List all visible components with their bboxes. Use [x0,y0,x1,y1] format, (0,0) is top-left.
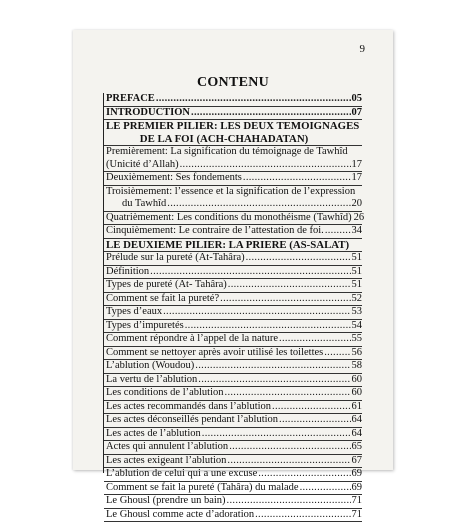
toc-entry-label: Comment se nettoyer après avoir utilisé les toilettes [106,347,323,360]
toc-list-pillar-2 [104,252,362,522]
dot-leader [180,159,351,172]
toc-entry-page: 61 [352,401,363,414]
toc-entry-page: 56 [352,347,363,360]
dot-leader [163,306,350,319]
toc-entry-page: 26 [354,212,365,225]
section-heading-pillar-1-line-1: LE PREMIER PILIER: LES DEUX TEMOIGNAGES [104,120,362,133]
toc-entry-page: 07 [352,107,363,120]
dot-leader [325,225,351,238]
toc-entry-page: 60 [352,374,363,387]
section-heading-pillar-1-line-2: DE LA FOI (ACH-CHAHADATAN) [104,133,362,147]
dot-leader [258,468,350,481]
toc-entry-label: Types de pureté (At- Tahâra) [106,279,227,292]
toc-entry [104,306,362,320]
dot-leader [195,360,350,373]
dot-leader [279,414,350,427]
toc-entry [104,279,362,293]
toc-entry-label: Actes qui annulent l’ablution [106,441,228,454]
toc-entry [104,333,362,347]
dot-leader [227,455,350,468]
toc-entry-label: Les actes déconseillés pendant l’ablution [106,414,278,427]
toc-entry-page: 05 [352,93,363,106]
dot-leader [220,293,350,306]
toc-entry [104,468,362,482]
toc-entry-page: 51 [352,279,363,292]
dot-leader [228,279,351,292]
toc-entry-introduction [104,107,362,121]
dot-leader [150,266,350,279]
dot-leader [300,482,351,495]
toc-entry-label: Les conditions de l’ablution [106,387,224,400]
toc-entry-label: Le Ghousl comme acte d’adoration [106,509,254,522]
toc-entry [104,347,362,361]
toc-entry-label: (Unicité d’Allah) [106,159,179,172]
dot-leader [198,374,350,387]
toc-entry [104,266,362,280]
toc-entry-label: Le Ghousl (prendre un bain) [106,495,226,508]
toc-entry-label: PREFACE [106,93,155,106]
toc-entry-label: Quatrièmement: Les conditions du monothéisme (Tawhîd) [106,212,352,225]
toc-entry [104,252,362,266]
toc-entry [104,293,362,307]
toc-entry-page: 34 [352,225,363,238]
toc-entry-label: Comment se fait la pureté? [106,293,219,306]
page-number: 9 [360,43,366,55]
toc-entry-page: 60 [352,387,363,400]
dot-leader [324,347,350,360]
toc-entry [104,225,362,239]
toc-entry [104,495,362,509]
toc-entry-label: Cinquièmement: Le contraire de l’attestation de foi. [106,225,324,238]
dot-leader [191,107,350,120]
toc-entry-page: 65 [352,441,363,454]
toc-entry-page: 71 [352,495,363,508]
toc-entry [104,428,362,442]
toc-entry [104,401,362,415]
dot-leader [202,428,351,441]
toc-entry [104,374,362,388]
toc-entry-page: 54 [352,320,363,333]
toc-entry-label: INTRODUCTION [106,107,190,120]
toc-entry-label: Définition [106,266,149,279]
toc-entry [104,212,362,226]
toc-entry-page: 69 [352,468,363,481]
toc-entry-label: Prélude sur la pureté (At-Tahâra) [106,252,245,265]
toc-entry-label: La vertu de l’ablution [106,374,197,387]
toc-entry-page: 71 [352,509,363,522]
toc-entry-page: 20 [352,198,363,211]
toc-entry-page: 17 [352,172,363,185]
toc-entry [104,172,362,186]
dot-leader [255,509,350,522]
toc-entry-page: 52 [352,293,363,306]
toc-entry-label: du Tawhîd [122,198,166,211]
section-heading-pillar-2: LE DEUXIEME PILIER: LA PRIERE (AS-SALAT) [104,239,362,253]
toc-entry-page: 67 [352,455,363,468]
toc-entry-page: 51 [352,252,363,265]
toc-entry-label: Les actes recommandés dans l’ablution [106,401,271,414]
dot-leader [167,198,350,211]
dot-leader [279,333,350,346]
table-of-contents [103,93,362,473]
toc-entry-label: Les actes exigeant l’ablution [106,455,226,468]
toc-entry [104,509,362,522]
toc-entry-label: Types d’impuretés [106,320,184,333]
toc-entry [104,387,362,401]
toc-entry [104,360,362,374]
toc-entry [104,482,362,496]
toc-entry-line: Premièrement: La signification du témoignage de Tawhîd [104,146,362,159]
dot-leader [185,320,351,333]
toc-entry [104,414,362,428]
toc-entry-page: 51 [352,266,363,279]
dot-leader [225,387,351,400]
toc-entry-page: 58 [352,360,363,373]
dot-leader [229,441,350,454]
toc-entry-label: Deuxièmement: Ses fondements [106,172,242,185]
toc-entry-label: L’ablution (Woudou) [106,360,194,373]
book-page [73,30,393,470]
toc-entry [104,159,362,173]
toc-entry [104,455,362,469]
toc-entry-label: L’ablution de celui qui a une excuse [106,468,257,481]
toc-entry-page: 64 [352,414,363,427]
toc-entry-page: 17 [352,159,363,172]
toc-entry-label: Types d’eaux [106,306,162,319]
toc-entry-label: Les actes de l’ablution [106,428,201,441]
dot-leader [227,495,351,508]
toc-entry-page: 55 [352,333,363,346]
toc-entry-page: 64 [352,428,363,441]
toc-entry-line: Troisièmement: l’essence et la signification de l’expression [104,186,362,199]
toc-entry-page: 53 [352,306,363,319]
toc-entry-preface [104,93,362,107]
toc-entry [104,441,362,455]
dot-leader [246,252,351,265]
toc-entry-page: 69 [352,482,363,495]
page-title: CONTENU [73,75,393,91]
toc-entry [104,320,362,334]
toc-entry-label: Comment répondre à l’appel de la nature [106,333,278,346]
toc-entry [104,198,362,212]
toc-entry-label: Comment se fait la pureté (Tahâra) du malade [106,482,299,495]
dot-leader [156,93,351,106]
dot-leader [243,172,351,185]
dot-leader [272,401,350,414]
